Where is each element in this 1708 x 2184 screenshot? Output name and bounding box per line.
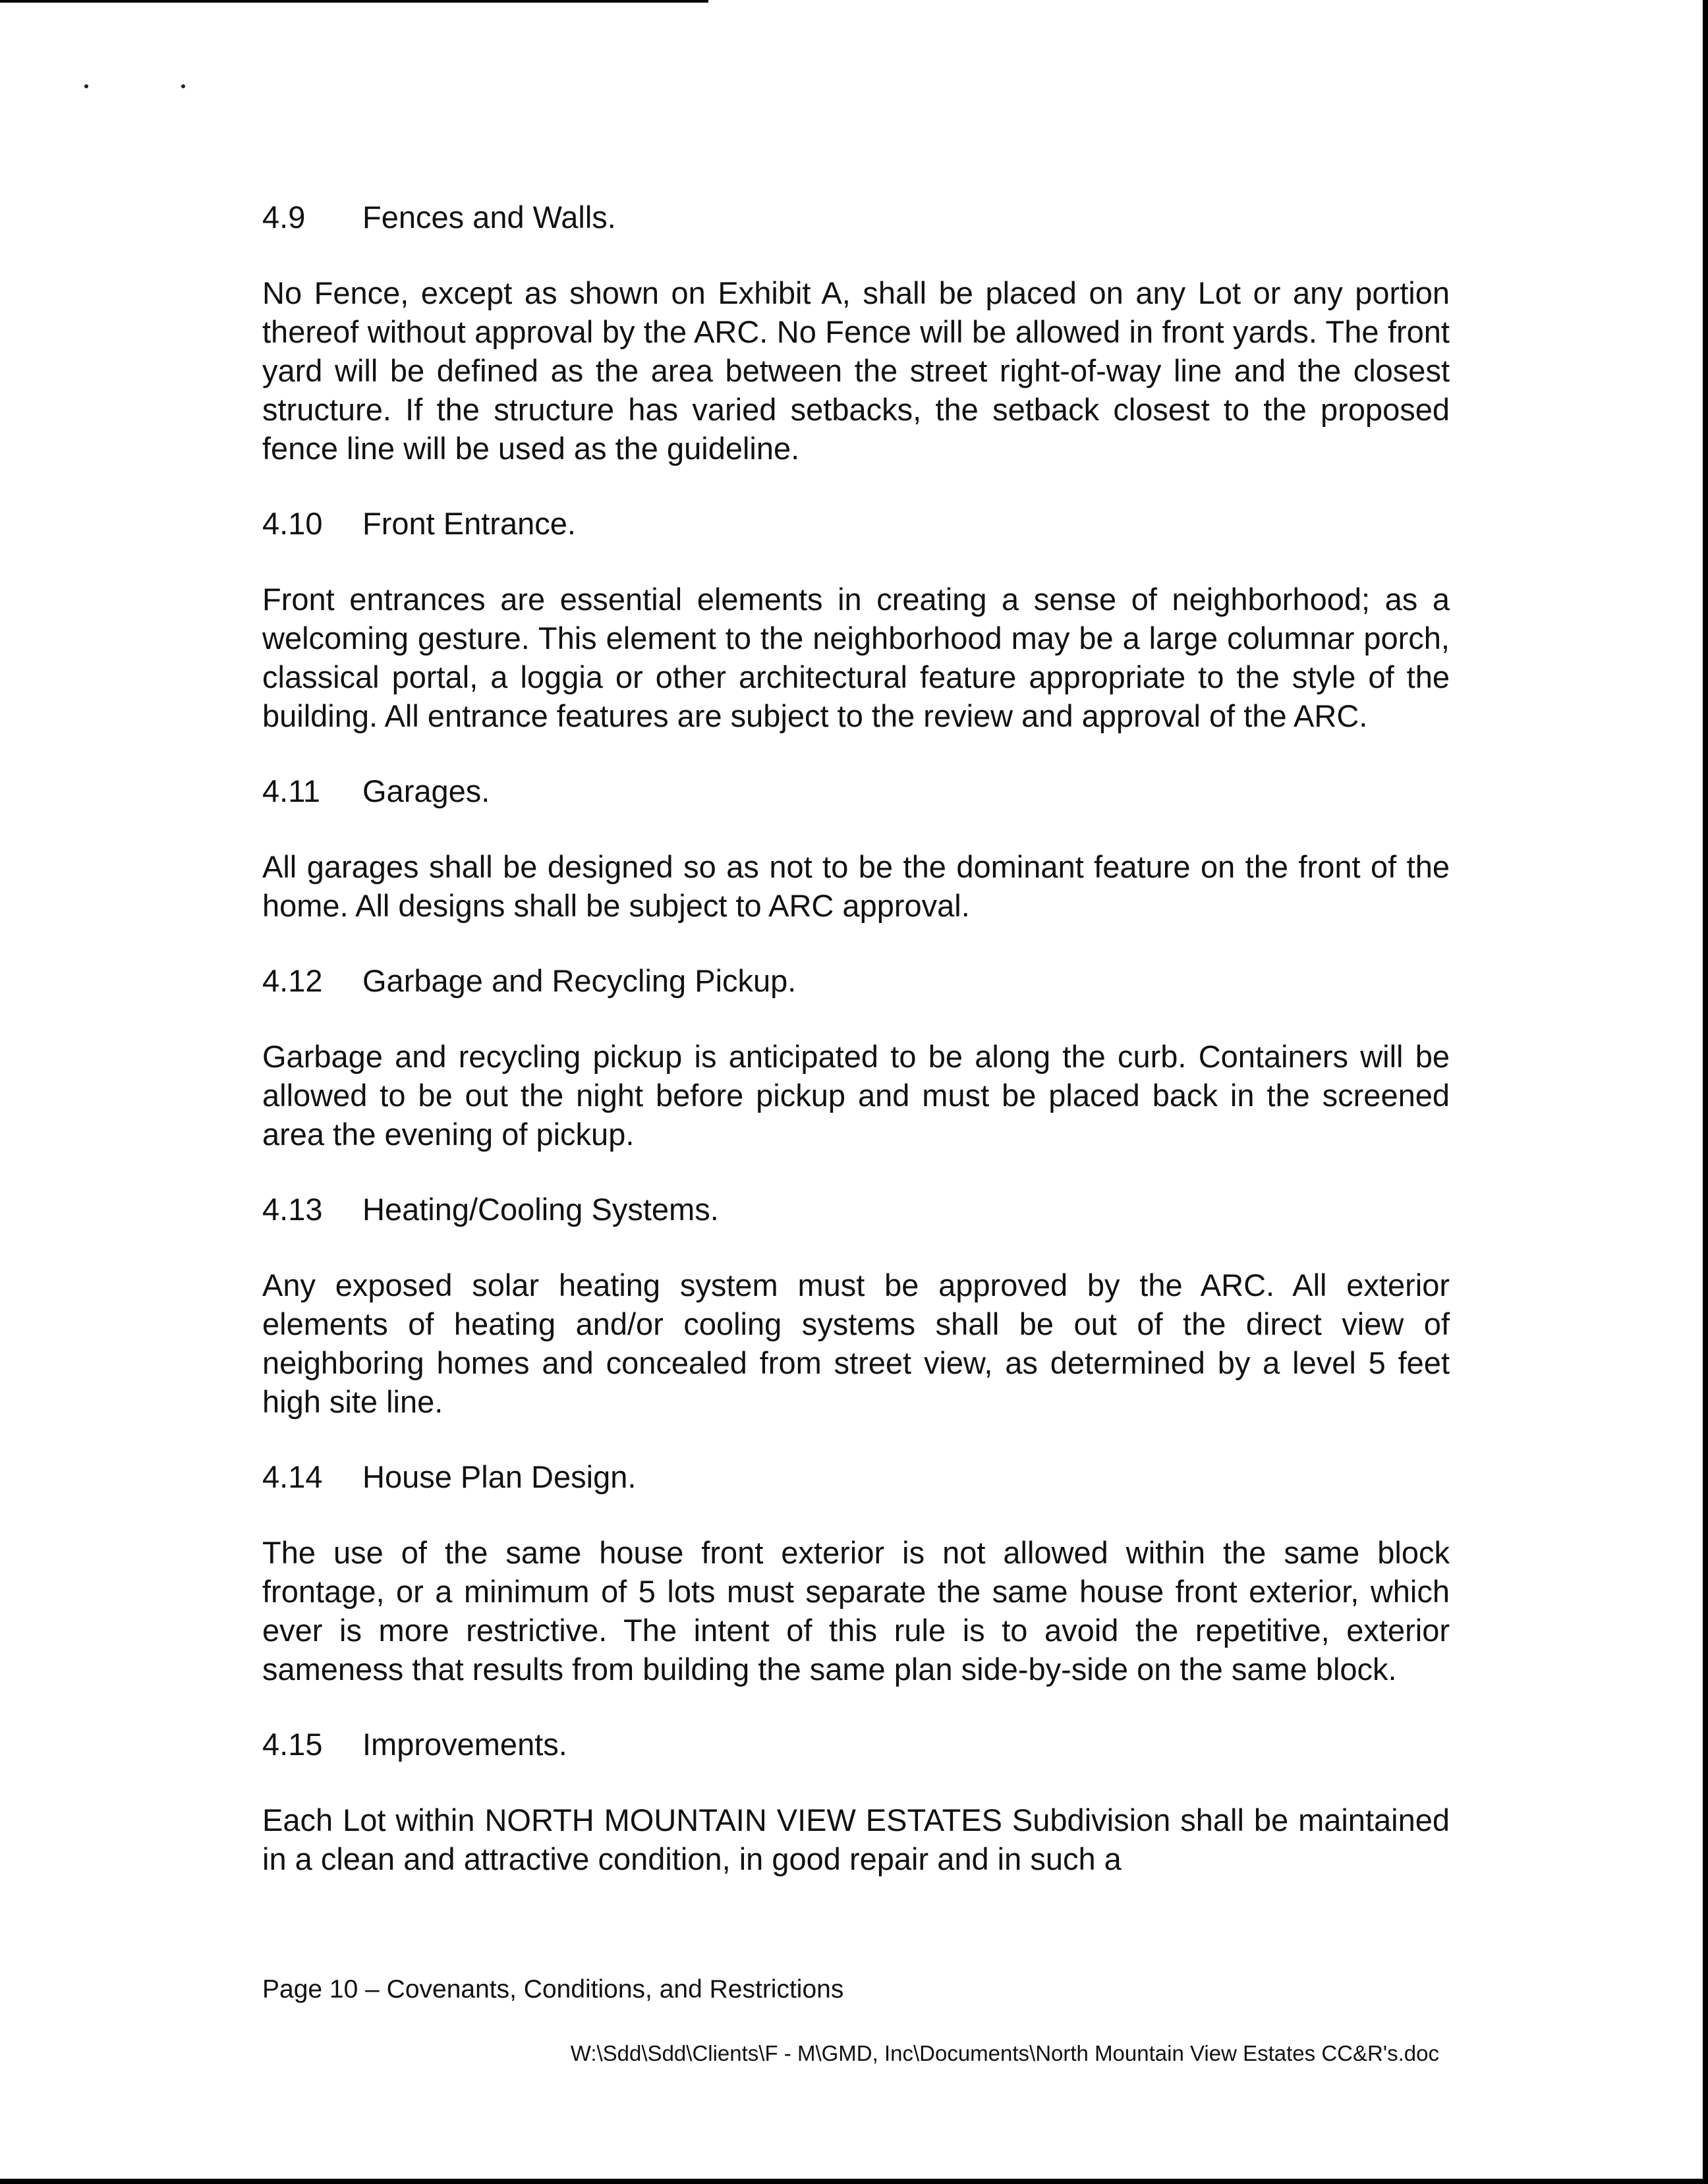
section-paragraph: The use of the same house front exterior is not allowed within the same block frontage, or a minimum of 5 lots must separate the same house front exterior, which ever is more restrictive. The intent of this rule is to avoid the repetitive, exterior sameness that results from building the same plan side-by-side on the same block.	[262, 1535, 1450, 1687]
section-number: 4.15	[262, 1727, 323, 1762]
file-path-footer: W:\Sdd\Sdd\Clients\F - M\GMD, Inc\Documents\North Mountain View Estates CC&R's.doc	[570, 2041, 1439, 2065]
section-paragraph: Any exposed solar heating system must be approved by the ARC. All exterior elements of heating and/or cooling systems shall be out of the direct view of neighboring homes and concealed from street view, as determined by a level 5 feet high site line.	[262, 1268, 1450, 1419]
section-paragraph: Front entrances are essential elements in creating a sense of neighborhood; as a welcoming gesture. This element to the neighborhood may be a large columnar porch, classical portal, a loggia or other architectural feature appropriate to the style of the building. All entrance features are subject to the review and approval of the ARC.	[262, 582, 1450, 733]
section-title: Garbage and Recycling Pickup.	[362, 963, 797, 998]
section-heading	[262, 1725, 1450, 1764]
section-title: Fences and Walls.	[362, 200, 616, 235]
section-paragraph: Garbage and recycling pickup is anticipated to be along the curb. Containers will be allowed to be out the night before pickup and must be placed back in the screened area the evening of pickup.	[262, 1039, 1450, 1152]
section-number: 4.10	[262, 506, 323, 541]
section-title: Garages.	[362, 773, 490, 808]
section-title: Front Entrance.	[362, 506, 576, 541]
scan-speck	[181, 84, 185, 88]
section-number: 4.13	[262, 1192, 323, 1227]
section-number: 4.14	[262, 1459, 323, 1494]
section-heading	[262, 198, 1450, 237]
document-body	[262, 198, 1450, 1878]
section-heading	[262, 1457, 1450, 1497]
section-heading	[262, 771, 1450, 811]
section-heading	[262, 504, 1450, 544]
section-title: Heating/Cooling Systems.	[362, 1192, 719, 1227]
section-heading	[262, 1190, 1450, 1229]
page-footer-label: Page 10 – Covenants, Conditions, and Restrictions	[262, 1975, 844, 2003]
section-title: Improvements.	[362, 1727, 567, 1762]
section-title: House Plan Design.	[362, 1459, 637, 1494]
section-number: 4.12	[262, 963, 323, 998]
scan-top-rule	[0, 0, 708, 3]
section-paragraph: All garages shall be designed so as not to be the dominant feature on the front of the home. All designs shall be subject to ARC approval.	[262, 849, 1450, 923]
section-number: 4.9	[262, 200, 306, 235]
section-paragraph: Each Lot within NORTH MOUNTAIN VIEW ESTATES Subdivision shall be maintained in a clean and attractive condition, in good repair and in such a	[262, 1803, 1450, 1876]
scan-speck	[84, 84, 88, 88]
section-heading	[262, 961, 1450, 1001]
section-paragraph: No Fence, except as shown on Exhibit A, shall be placed on any Lot or any portion thereof without approval by the ARC. No Fence will be allowed in front yards. The front yard will be defined as the area between the street right-of-way line and the closest structure. If the structure has varied setbacks, the setback closest to the proposed fence line will be used as the guideline.	[262, 275, 1450, 466]
section-number: 4.11	[262, 773, 320, 808]
